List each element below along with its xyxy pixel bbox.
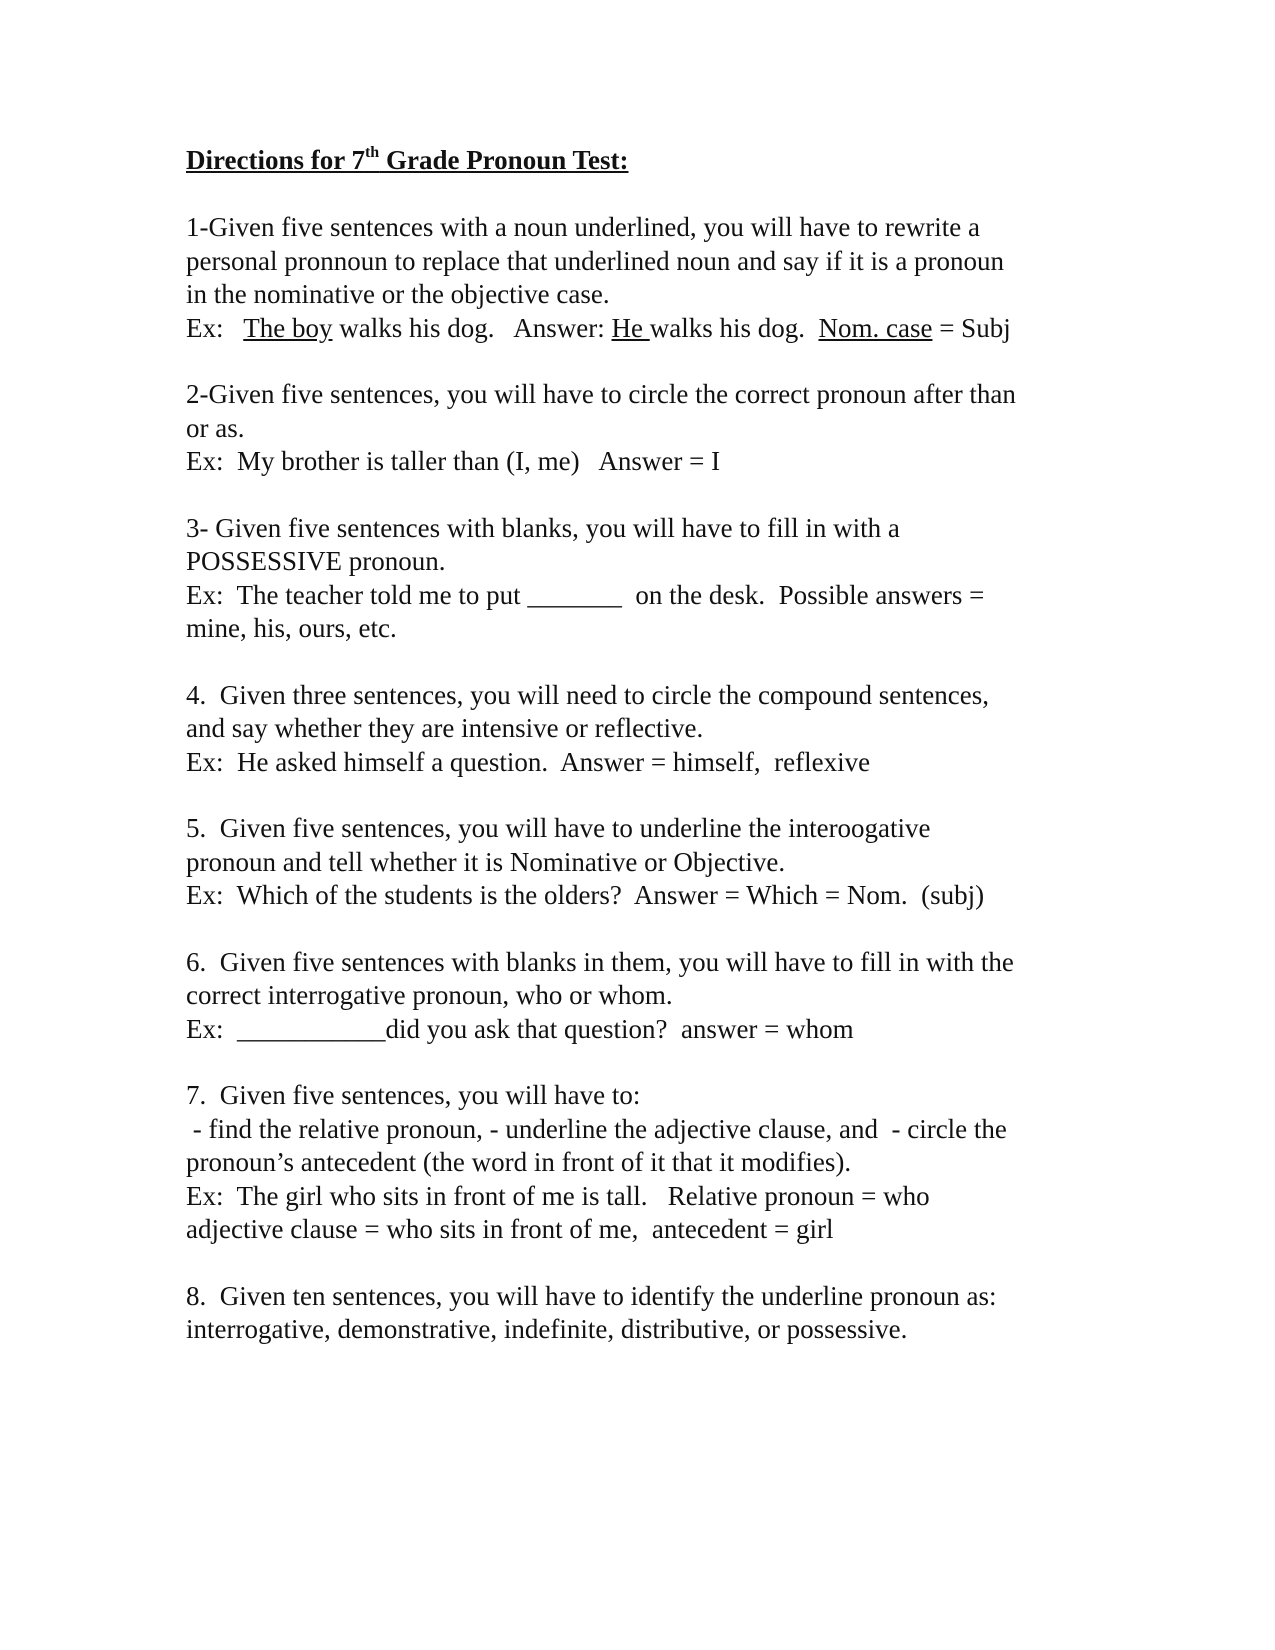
example-text: walks his dog.: [649, 312, 819, 343]
example-text: walks his dog. Answer:: [332, 312, 612, 343]
direction-item-3: [186, 512, 1106, 646]
example-line: [186, 312, 1106, 346]
underlined-case: Nom. case: [818, 312, 933, 343]
direction-line: 5. Given five sentences, you will have to underline the interoogative: [186, 813, 931, 843]
example-line: Ex: The girl who sits in front of me is tall. Relative pronoun = who: [186, 1180, 930, 1211]
direction-line: in the nominative or the objective case.: [186, 279, 610, 309]
direction-item-5: [186, 812, 1106, 913]
title-superscript: th: [364, 144, 380, 161]
title-text: Directions for 7: [186, 145, 365, 175]
direction-item-1: [186, 211, 1106, 345]
example-line: Ex: ___________did you ask that question? answer = whom: [186, 1013, 854, 1044]
direction-item-8: [186, 1280, 1106, 1347]
direction-line: pronoun’s antecedent (the word in front of it that it modifies).: [186, 1147, 852, 1177]
direction-line: POSSESSIVE pronoun.: [186, 546, 446, 576]
direction-item-4: [186, 679, 1106, 780]
direction-item-2: [186, 378, 1106, 479]
direction-line: 8. Given ten sentences, you will have to identify the underline pronoun as:: [186, 1280, 997, 1311]
example-text: = Subj: [932, 312, 1011, 343]
example-line: Ex: My brother is taller than (I, me) Answer = I: [186, 446, 721, 476]
example-line: mine, his, ours, etc.: [186, 613, 397, 643]
underlined-pronoun: He: [611, 312, 650, 343]
direction-line: interrogative, demonstrative, indefinite, distributive, or possessive.: [186, 1314, 908, 1344]
direction-line: 3- Given five sentences with blanks, you will have to fill in with a: [186, 512, 900, 543]
direction-line: pronoun and tell whether it is Nominative or Objective.: [186, 846, 786, 877]
direction-line: 4. Given three sentences, you will need to circle the compound sentences,: [186, 679, 989, 710]
direction-line: 6. Given five sentences with blanks in them, you will have to fill in with the: [186, 946, 1014, 977]
example-line: Ex: The teacher told me to put _______ on the desk. Possible answers =: [186, 579, 985, 610]
direction-line: - find the relative pronoun, - underline the adjective clause, and - circle the: [186, 1113, 1007, 1144]
direction-line: correct interrogative pronoun, who or whom.: [186, 980, 673, 1010]
direction-line: 2-Given five sentences, you will have to circle the correct pronoun after than: [186, 379, 1016, 409]
direction-line: and say whether they are intensive or reflective.: [186, 713, 704, 743]
example-line: adjective clause = who sits in front of me, antecedent = girl: [186, 1214, 834, 1244]
direction-line: 7. Given five sentences, you will have to:: [186, 1080, 641, 1110]
page-title: [186, 140, 1106, 180]
direction-item-7: [186, 1079, 1106, 1247]
example-prefix: Ex:: [186, 312, 244, 343]
title-text-end: Grade Pronoun Test:: [379, 145, 629, 175]
example-line: Ex: Which of the students is the olders? Answer = Which = Nom. (subj): [186, 880, 985, 910]
direction-line: 1-Given five sentences with a noun underlined, you will have to rewrite a: [186, 212, 981, 242]
document-page: [186, 140, 1106, 1380]
underlined-noun: The boy: [243, 312, 333, 343]
direction-item-6: [186, 946, 1106, 1047]
direction-line: or as.: [186, 412, 245, 443]
direction-line: personal pronnoun to replace that underlined noun and say if it is a pronoun: [186, 245, 1005, 276]
example-line: Ex: He asked himself a question. Answer = himself, reflexive: [186, 746, 871, 777]
